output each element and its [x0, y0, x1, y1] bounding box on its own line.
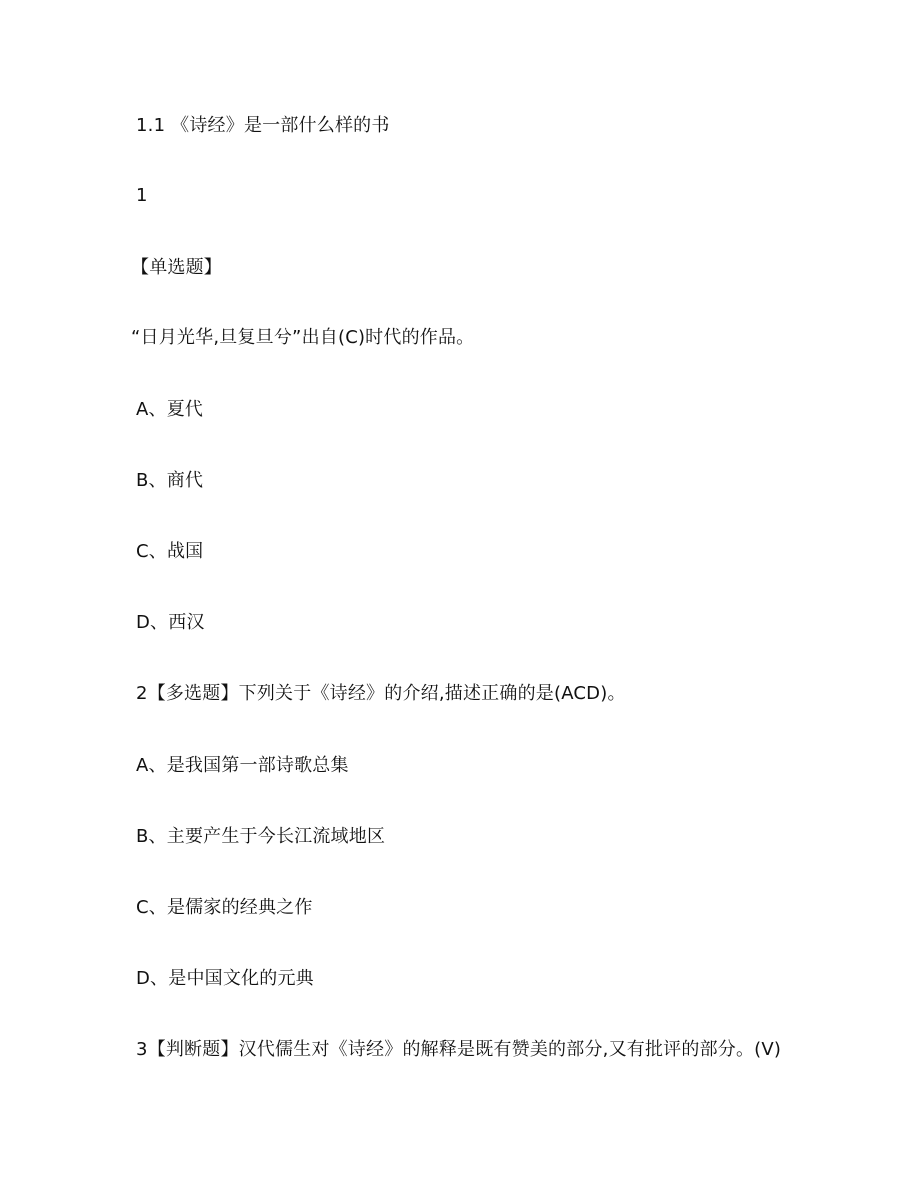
question-2-stem: 2【多选题】下列关于《诗经》的介绍,描述正确的是(ACD)。 [136, 683, 626, 704]
section-title: 1.1 《诗经》是一部什么样的书 [136, 115, 390, 136]
question-1-option-b: B、商代 [136, 470, 204, 491]
question-2-option-b: B、主要产生于今长江流域地区 [136, 826, 386, 847]
question-2-option-a: A、是我国第一部诗歌总集 [136, 755, 349, 776]
question-1-option-a: A、夏代 [136, 399, 204, 420]
question-1-option-d: D、西汉 [136, 612, 205, 633]
question-1-number: 1 [136, 185, 148, 206]
question-3-stem: 3【判断题】汉代儒生对《诗经》的解释是既有赞美的部分,又有批评的部分。(V) [136, 1039, 782, 1060]
question-2-option-d: D、是中国文化的元典 [136, 968, 314, 989]
question-1-stem: “日月光华,旦复旦兮”出自(C)时代的作品。 [131, 327, 475, 348]
question-2-option-c: C、是儒家的经典之作 [136, 897, 313, 918]
question-1-option-c: C、战国 [136, 541, 204, 562]
question-1-type: 【单选题】 [131, 257, 222, 278]
